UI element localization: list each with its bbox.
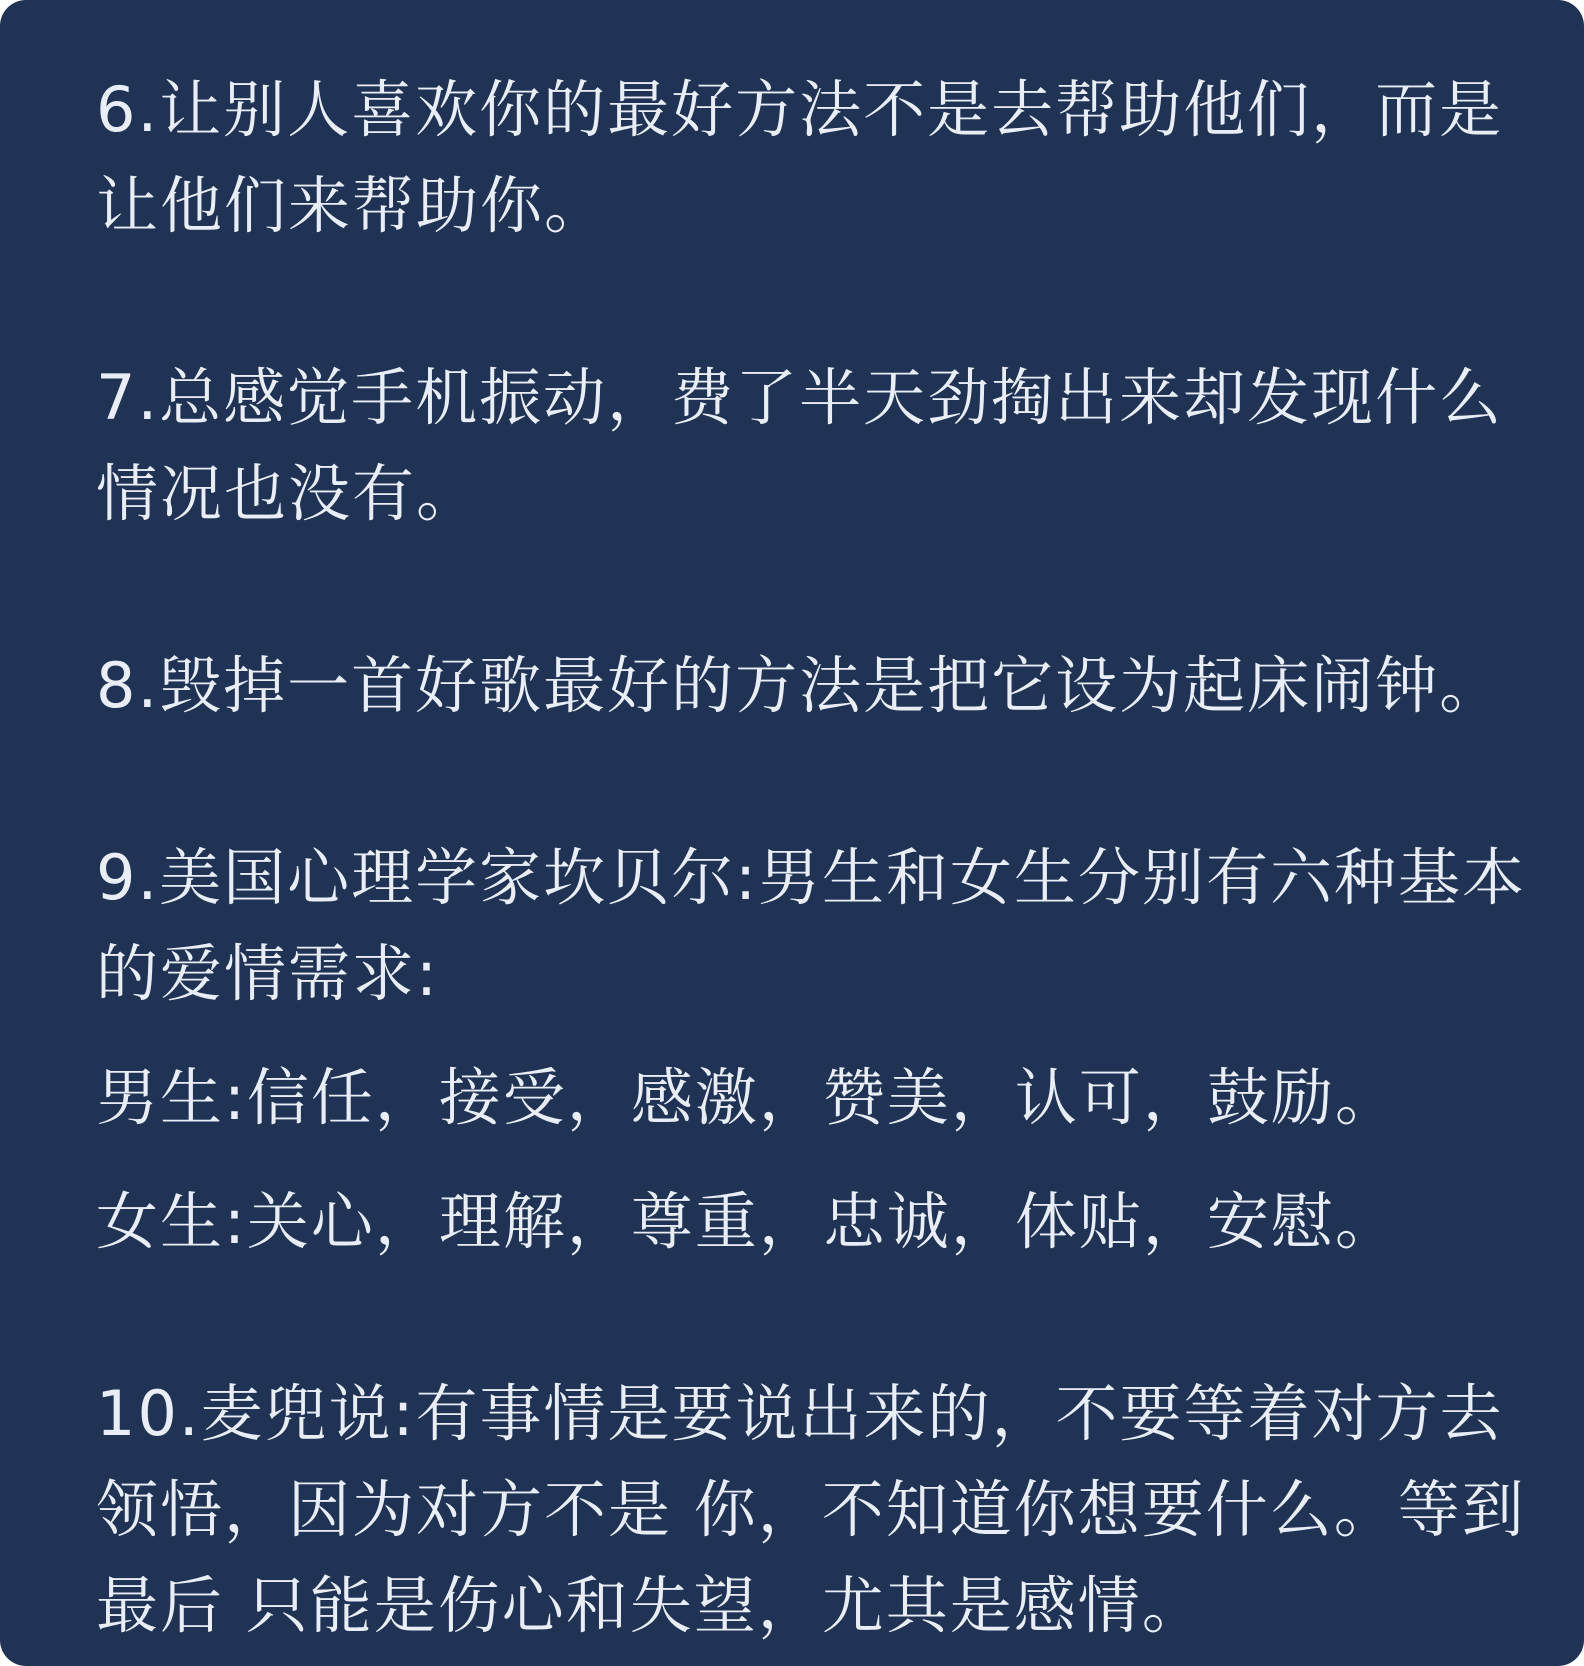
- text-line: 情况也没有。: [96, 457, 481, 530]
- text-line: 领悟，因为对方不是 你，不知道你想要什么。等到: [96, 1473, 1526, 1546]
- quote-item-9: [96, 830, 1527, 1270]
- text-line: 6.让别人喜欢你的最好方法不是去帮助他们，而是: [96, 73, 1504, 146]
- quote-item-8: [96, 638, 1516, 734]
- quote-item-6: [96, 62, 1516, 254]
- quote-list: [96, 62, 1527, 1666]
- quote-item-7: [96, 350, 1516, 542]
- text-line: 10.麦兜说:有事情是要说出来的，不要等着对方去: [96, 1377, 1504, 1450]
- male-needs-line: 男生:信任，接受，感激，赞美，认可，鼓励。: [96, 1061, 1399, 1134]
- quote-item-10: [96, 1366, 1526, 1654]
- text-line: 的爱情需求:: [96, 937, 439, 1010]
- text-line: 最后 只能是伤心和失望，尤其是感情。: [96, 1569, 1206, 1642]
- text-line: 8.毁掉一首好歌最好的方法是把它设为起床闹钟。: [96, 649, 1504, 722]
- text-line: 9.美国心理学家坎贝尔:男生和女生分别有六种基本: [96, 841, 1527, 914]
- text-line: 让他们来帮助你。: [96, 169, 609, 242]
- female-needs-line: 女生:关心，理解，尊重，忠诚，体贴，安慰。: [96, 1185, 1399, 1258]
- text-line: 7.总感觉手机振动，费了半天劲掏出来却发现什么: [96, 361, 1504, 434]
